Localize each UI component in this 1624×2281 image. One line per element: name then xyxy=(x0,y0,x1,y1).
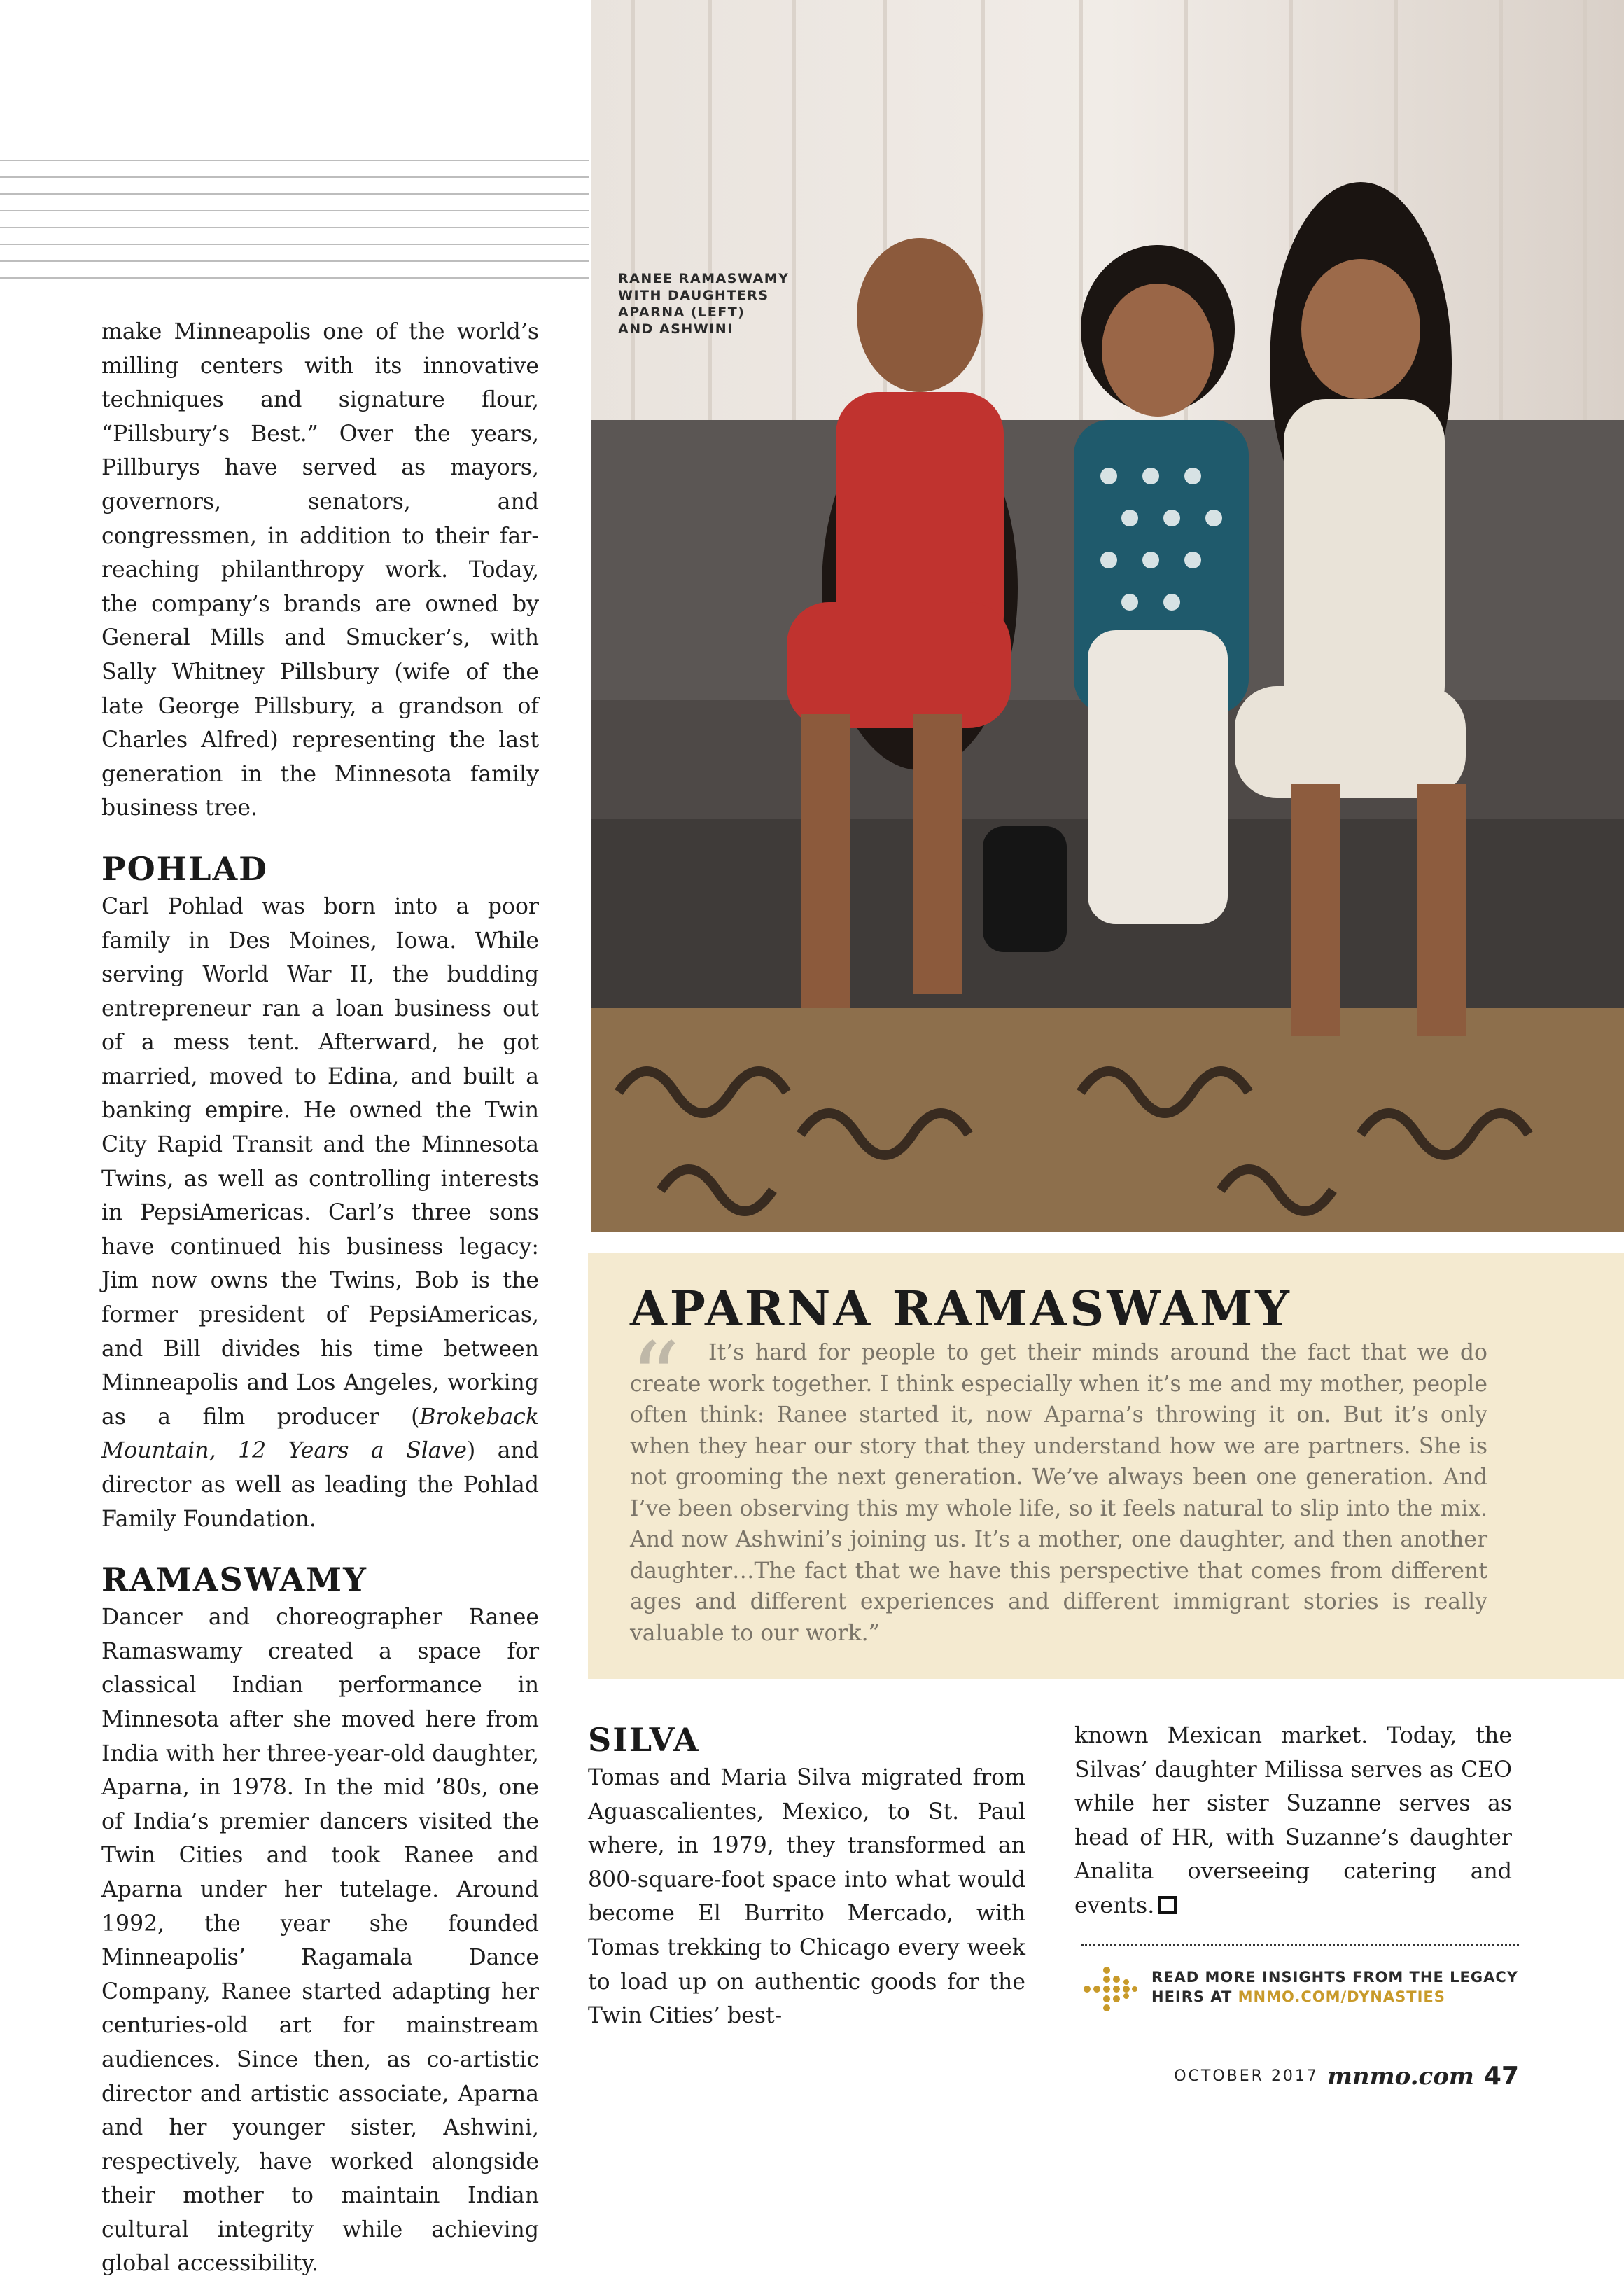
arrow-dots-icon xyxy=(1082,1965,1138,2014)
read-more-promo[interactable] xyxy=(1082,1962,1530,2011)
family-photo xyxy=(591,0,1624,1232)
article-column-3 xyxy=(1074,1719,1512,1923)
silva-paragraph-2: known Mexican market. Today, the Silvas’ daughter Milissa serves as CEO while her sister Suzanne serves as head of HR, with Suzanne’s daughter Analita overseeing catering and events. xyxy=(1074,1723,1512,1918)
divider xyxy=(1082,1944,1519,1946)
page-footer xyxy=(1120,2062,1519,2091)
site-name: mnmo.com xyxy=(1326,2062,1474,2091)
silva-heading: SILVA xyxy=(588,1721,700,1759)
ramaswamy-paragraph: Dancer and choreographer Ranee Ramaswamy created a space for classical Indian performance in Minnesota after she moved here from India with her three-year-old daughter, Aparna, in 1978. In the mid ’80s, one of India’s premier dancers visited the Twin Cities and took Ranee and Aparna under her tutelage. Around 1992, the year she founded Minneapolis’ Ragamala Dance Company, Ranee started adapting her centuries-old art for mainstream audiences. Since then, as co-artistic director and artistic associate, Aparna and her younger sister, Ashwini, respectively, have worked alongside their mother to maintain Indian cultural integrity while achieving global accessibility. xyxy=(102,1605,539,2277)
pohlad-heading: POHLAD xyxy=(102,849,269,888)
article-column-2 xyxy=(588,1719,1026,2033)
pull-quote-title: APARNA RAMASWAMY xyxy=(630,1281,1292,1337)
read-more-text: READ MORE INSIGHTS FROM THE LEGACY HEIRS AT MNMO.COM/DYNASTIES xyxy=(1152,1969,1518,2005)
article-column-1 xyxy=(102,315,539,2281)
photo-illustration xyxy=(591,0,1624,1232)
dynasties-link[interactable]: MNMO.COM/DYNASTIES xyxy=(1238,1988,1446,2005)
pohlad-paragraph: Carl Pohlad was born into a poor family in Des Moines, Iowa. While serving World War II, the budding entrepreneur ran a loan business out of a mess tent. Afterward, he got married, moved to Edina, and built a banking empire. He owned the Twin City Rapid Transit and the Minnesota Twins, as well as controlling interests in PepsiAmericas. Carl’s three sons have continued his business legacy: Jim now owns the Twins, Bob is the former president of PepsiAmericas, and Bill divides his time between Minneapolis and Los Angeles, working as a film producer (Brokeback Mountain, 12 Years a Slave) and director as well as leading the Pohlad Family Foundation. xyxy=(102,893,539,1532)
page-number: 47 xyxy=(1483,2062,1519,2091)
quote-mark-icon: “ xyxy=(630,1322,680,1436)
pillsbury-paragraph: make Minneapolis one of the world’s milling centers with its innovative techniques and signature flour, “Pillsbury’s Best.” Over the years, Pillburys have served as mayors, governors, senators, and congressmen, in addition to their far-reaching philanthropy work. Today, the company’s brands are owned by General Mills and Smucker’s, with Sally Whitney Pillsbury (wife of the late George Pillsbury, a grandson of Charles Alfred) representing the last generation in the Minnesota family business tree. xyxy=(102,319,539,821)
film-titles: Brokeback Mountain, 12 Years a Slave xyxy=(102,1404,539,1464)
ramaswamy-heading: RAMASWAMY xyxy=(102,1561,368,1599)
photo-caption: RANEE RAMASWAMY WITH DAUGHTERS APARNA (LEFT) AND ASHWINI xyxy=(618,271,790,337)
pull-quote-text: It’s hard for people to get their minds around the fact that we do create work together. I think especially when it’s me and my mother, people often think: Ranee started it, now Aparna’s throwing it on. But it’s only when they hear our story that they understand how we are partners. She is not grooming the next generation. We’ve always been one generation. And I’ve been observing this my whole life, so it feels natural to slip into the mix. And now Ashwini’s joining us. It’s a mother, one daughter, and then another daughter…The fact that we have this perspective that comes from different ages and different experiences and different immigrant stories is really valuable to our work.” xyxy=(630,1340,1488,1646)
end-mark-icon xyxy=(1158,1896,1177,1914)
silva-paragraph-1: Tomas and Maria Silva migrated from Aguascalientes, Mexico, to St. Paul where, in 1979, they transformed an 800-square-foot space into what would become El Burrito Mercado, with Tomas trekking to Chicago every week to load up on authentic goods for the Twin Cities’ best- xyxy=(588,1765,1026,2029)
issue-date: OCTOBER 2017 xyxy=(1174,2067,1319,2085)
decorative-rules xyxy=(0,160,589,294)
